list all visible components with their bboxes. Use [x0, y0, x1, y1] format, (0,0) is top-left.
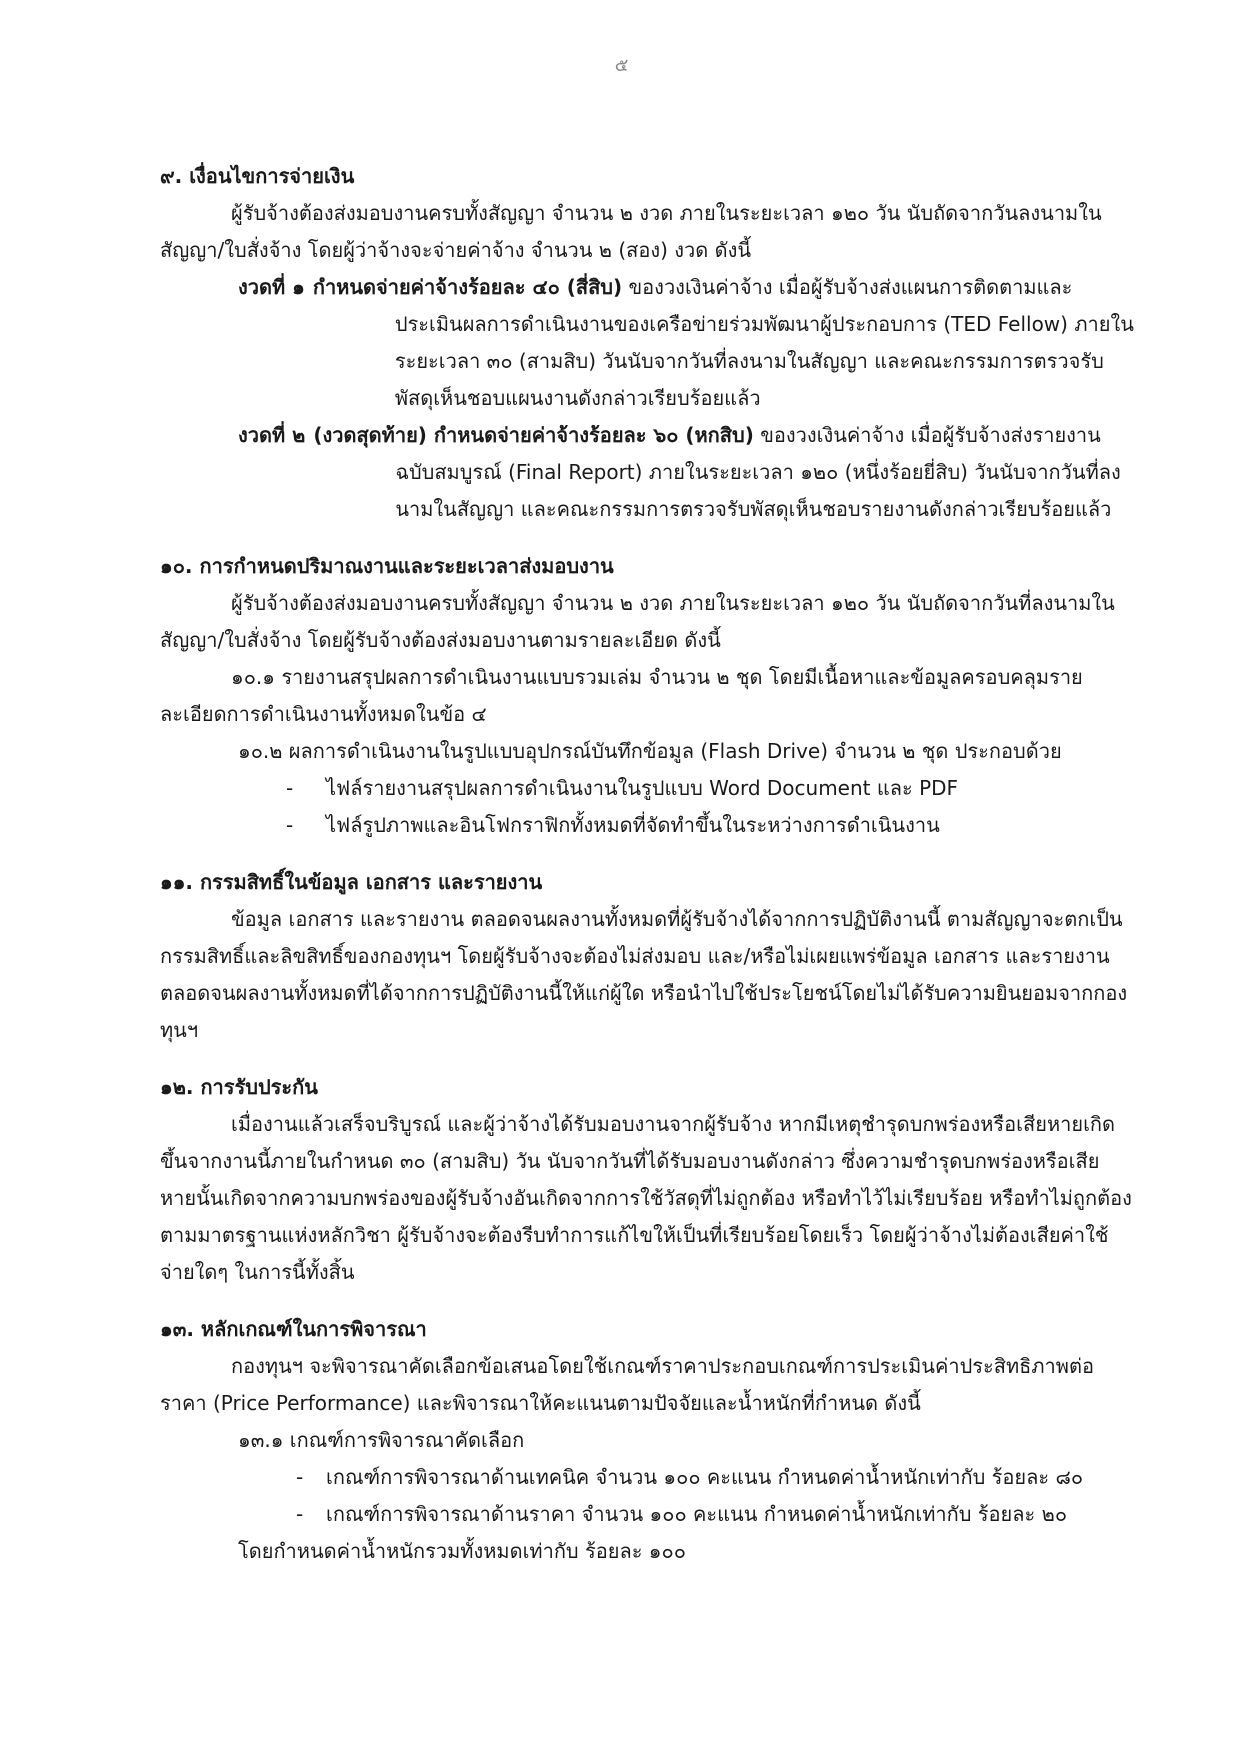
bullet-dash: -	[296, 1502, 304, 1526]
bullet-item	[160, 1496, 1135, 1533]
page-number: ๕	[614, 55, 629, 76]
section-13	[160, 1311, 1135, 1570]
installment-rest: ของวงเงินค่าจ้าง เมื่อผู้รับจ้างส่งรายงานฉบับสมบูรณ์ (Final Report) ภายในระยะเวลา ๑๒๐ (หนึ่งร้อยยี่สิบ) วันนับจากวันที่ลงนามในสัญญา และคณะกรรมการตรวจรับพัสดุเห็นชอบรายงานดังกล่าวเรียบร้อยแล้ว	[395, 423, 1121, 521]
section-11	[160, 864, 1135, 1049]
sub-item: ๑๓.๑ เกณฑ์การพิจารณาคัดเลือก	[238, 1428, 525, 1452]
installment-text	[313, 417, 1135, 528]
installment-text	[313, 269, 1135, 417]
bullet-item	[160, 807, 1135, 844]
paragraph: เมื่องานแล้วเสร็จบริบูรณ์ และผู้ว่าจ้างได้รับมอบงานจากผู้รับจ้าง หากมีเหตุชำรุดบกพร่องหรือเสียหายเกิดขึ้นจากงานนี้ภายในกำหนด ๓๐ (สามสิบ) วัน นับจากวันที่ได้รับมอบงานดังกล่าว ซึ่งความชำรุดบกพร่องหรือเสียหายนั้นเกิดจากความบกพร่องของผู้รับจ้างอันเกิดจากการใช้วัสดุที่ไม่ถูกต้อง หรือทำไว้ไม่เรียบร้อย หรือทำไม่ถูกต้องตามมาตรฐานแห่งหลักวิชา ผู้รับจ้างจะต้องรีบทำการแก้ไขให้เป็นที่เรียบร้อยโดยเร็ว โดยผู้ว่าจ้างไม่ต้องเสียค่าใช้จ่ายใดๆ ในการนี้ทั้งสิ้น	[160, 1112, 1132, 1284]
section-10	[160, 548, 1135, 844]
bullet-text: เกณฑ์การพิจารณาด้านราคา จำนวน ๑๐๐ คะแนน กำหนดค่าน้ำหนักเท่ากับ ร้อยละ ๒๐	[326, 1502, 1068, 1526]
installment-bold: (งวดสุดท้าย) กำหนดจ่ายค่าจ้างร้อยละ ๖๐ (หกสิบ)	[313, 423, 754, 447]
bullet-dash: -	[296, 1465, 304, 1489]
paragraph: ผู้รับจ้างต้องส่งมอบงานครบทั้งสัญญา จำนวน ๒ งวด ภายในระยะเวลา ๑๒๐ วัน นับถัดจากวันที่ลงนามในสัญญา/ใบสั่งจ้าง โดยผู้รับจ้างต้องส่งมอบงานตามรายละเอียด ดังนี้	[160, 591, 1115, 652]
section-heading: ๑๒. การรับประกัน	[160, 1075, 318, 1099]
installment-1	[160, 269, 1135, 417]
installment-bold: กำหนดจ่ายค่าจ้างร้อยละ ๔๐ (สี่สิบ)	[312, 275, 623, 299]
section-heading: ๙. เงื่อนไขการจ่ายเงิน	[160, 164, 355, 188]
paragraph: ผู้รับจ้างต้องส่งมอบงานครบทั้งสัญญา จำนวน ๒ งวด ภายในระยะเวลา ๑๒๐ วัน นับถัดจากวันลงนามในสัญญา/ใบสั่งจ้าง โดยผู้ว่าจ้างจะจ่ายค่าจ้าง จำนวน ๒ (สอง) งวด ดังนี้	[160, 201, 1102, 262]
bullet-dash: -	[286, 813, 294, 837]
bullet-item	[160, 770, 1135, 807]
bullet-text: เกณฑ์การพิจารณาด้านเทคนิค จำนวน ๑๐๐ คะแนน กำหนดค่าน้ำหนักเท่ากับ ร้อยละ ๘๐	[326, 1465, 1084, 1489]
section-12	[160, 1069, 1135, 1291]
bullet-dash: -	[286, 776, 294, 800]
weight-total: โดยกำหนดค่าน้ำหนักรวมทั้งหมดเท่ากับ ร้อยละ ๑๐๐	[238, 1539, 686, 1563]
document-body	[160, 150, 1135, 1570]
paragraph: ข้อมูล เอกสาร และรายงาน ตลอดจนผลงานทั้งหมดที่ผู้รับจ้างได้จากการปฏิบัติงานนี้ ตามสัญญาจะตกเป็นกรรมสิทธิ์และลิขสิทธิ์ของกองทุนฯ โดยผู้รับจ้างจะต้องไม่ส่งมอบ และ/หรือไม่เผยแพร่ข้อมูล เอกสาร และรายงาน ตลอดจนผลงานทั้งหมดที่ได้จากการปฏิบัติงานนี้ให้แก่ผู้ใด หรือนำไปใช้ประโยชน์โดยไม่ได้รับความยินยอมจากกองทุนฯ	[160, 907, 1128, 1042]
sub-item: ๑๐.๑ รายงานสรุปผลการดำเนินงานแบบรวมเล่ม จำนวน ๒ ชุด โดยมีเนื้อหาและข้อมูลครอบคลุมรายละเอียดการดำเนินงานทั้งหมดในข้อ ๔	[160, 665, 1083, 726]
section-heading: ๑๐. การกำหนดปริมาณงานและระยะเวลาส่งมอบงาน	[160, 554, 614, 578]
paragraph: กองทุนฯ จะพิจารณาคัดเลือกข้อเสนอโดยใช้เกณฑ์ราคาประกอบเกณฑ์การประเมินค่าประสิทธิภาพต่อราคา (Price Performance) และพิจารณาให้คะแนนตามปัจจัยและน้ำหนักที่กำหนด ดังนี้	[160, 1354, 1094, 1415]
bullet-item	[160, 1459, 1135, 1496]
installment-label: งวดที่ ๒	[238, 423, 306, 447]
section-9	[160, 158, 1135, 528]
installment-2	[160, 417, 1135, 528]
section-heading: ๑๑. กรรมสิทธิ์ในข้อมูล เอกสาร และรายงาน	[160, 870, 543, 894]
bullet-text: ไฟล์รูปภาพและอินโฟกราฟิกทั้งหมดที่จัดทำขึ้นในระหว่างการดำเนินงาน	[326, 813, 940, 837]
installment-rest: ของวงเงินค่าจ้าง เมื่อผู้รับจ้างส่งแผนการติดตามและประเมินผลการดำเนินงานของเครือข่ายร่วมพัฒนาผู้ประกอบการ (TED Fellow) ภายในระยะเวลา ๓๐ (สามสิบ) วันนับจากวันที่ลงนามในสัญญา และคณะกรรมการตรวจรับพัสดุเห็นชอบแผนงานดังกล่าวเรียบร้อยแล้ว	[394, 275, 1134, 410]
section-heading: ๑๓. หลักเกณฑ์ในการพิจารณา	[160, 1317, 427, 1341]
bullet-text: ไฟล์รายงานสรุปผลการดำเนินงานในรูปแบบ Word Document และ PDF	[326, 776, 959, 800]
sub-item: ๑๐.๒ ผลการดำเนินงานในรูปแบบอุปกรณ์บันทึกข้อมูล (Flash Drive) จำนวน ๒ ชุด ประกอบด้วย	[238, 739, 1062, 763]
installment-label: งวดที่ ๑	[238, 275, 305, 299]
